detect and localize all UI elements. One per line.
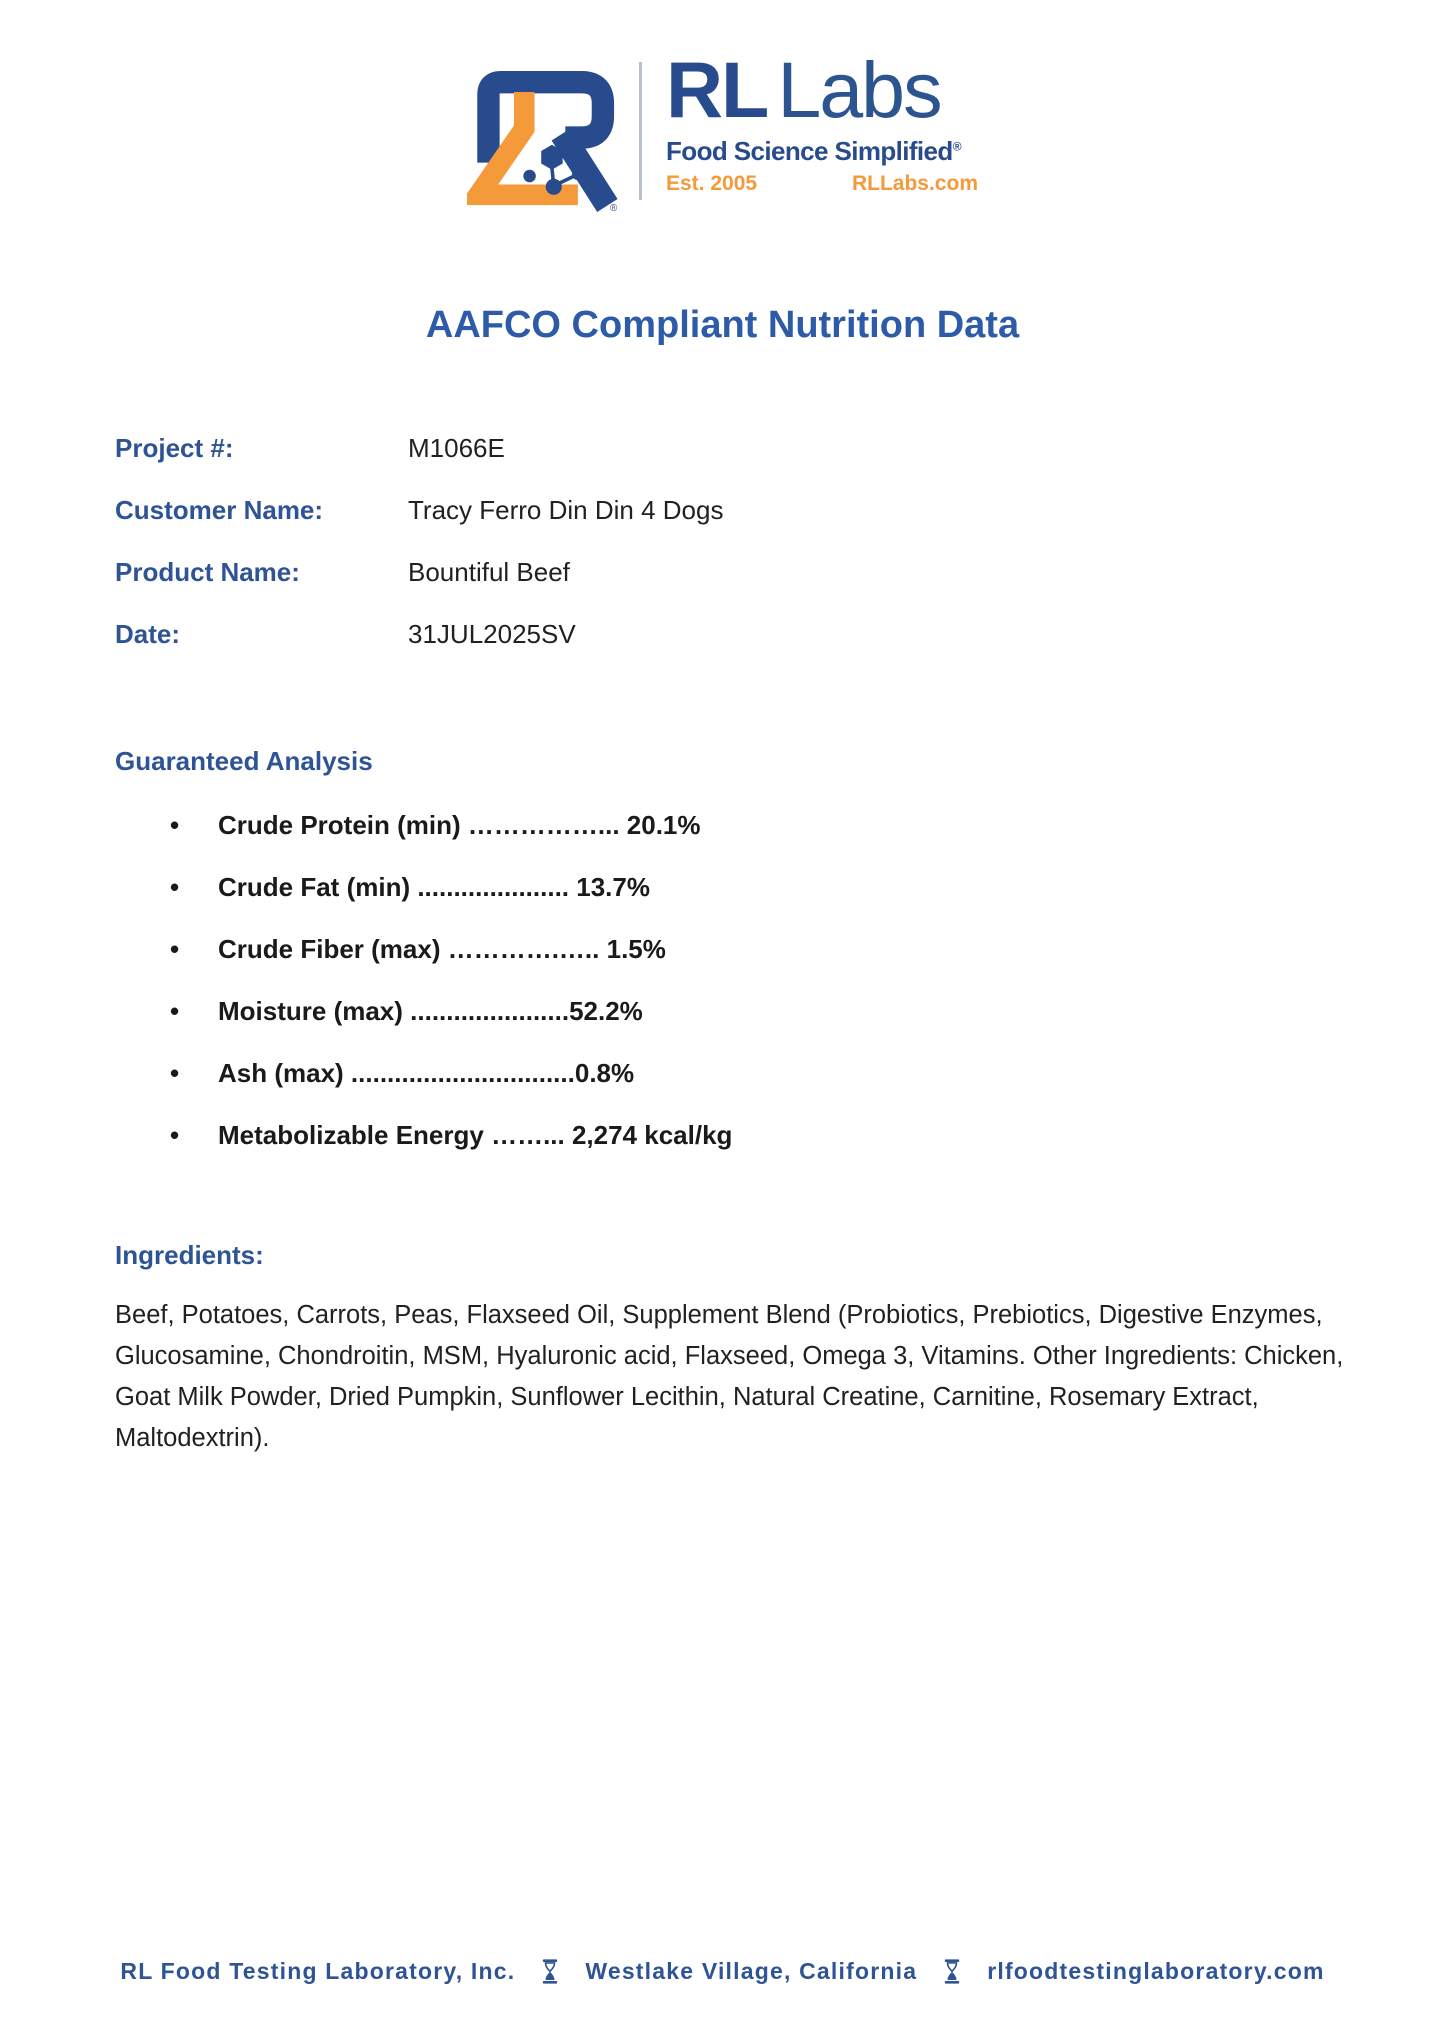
- brand-rl: RL: [666, 45, 768, 134]
- guaranteed-analysis-heading: Guaranteed Analysis: [115, 746, 373, 776]
- footer-website: rlfoodtestinglaboratory.com: [987, 1958, 1325, 1984]
- logo-divider: [639, 62, 642, 200]
- project-number-value: M1066E: [408, 433, 505, 463]
- ga-item-crude-protein: • Crude Protein (min) ……………... 20.1%: [115, 812, 732, 838]
- date-value: 31JUL2025SV: [408, 619, 576, 649]
- rl-labs-logo: [0, 45, 1445, 216]
- footer-company: RL Food Testing Laboratory, Inc.: [120, 1958, 516, 1984]
- ga-item-moisture: • Moisture (max) ......................52.2%: [115, 998, 732, 1024]
- hourglass-icon: [541, 1958, 559, 1985]
- info-row-product-name: [115, 557, 723, 587]
- tagline-text: Food Science Simplified: [666, 136, 953, 167]
- guaranteed-analysis-section: [115, 748, 732, 1184]
- brand-wordmark: [666, 45, 978, 134]
- brand-website: RLLabs.com: [851, 172, 978, 196]
- guaranteed-analysis-list: [115, 812, 732, 1148]
- customer-name-label: Customer Name:: [115, 495, 324, 525]
- product-name-value: Bountiful Beef: [408, 557, 570, 587]
- brand-meta-row: [666, 172, 978, 196]
- date-label: Date:: [115, 619, 181, 649]
- flask-r-logo-icon: [467, 52, 619, 216]
- customer-name-value: Tracy Ferro Din Din 4 Dogs: [408, 495, 724, 525]
- ga-item-crude-fat: • Crude Fat (min) ..................... 13.7%: [115, 874, 732, 900]
- ga-item-ash: • Ash (max) ...............................0.8%: [115, 1060, 732, 1086]
- hourglass-icon: [943, 1958, 961, 1985]
- project-number-label: Project #:: [115, 433, 234, 463]
- info-row-date: [115, 619, 723, 649]
- ga-item-metabolizable-energy: • Metabolizable Energy ……... 2,274 kcal/kg: [115, 1122, 732, 1148]
- info-row-customer-name: [115, 495, 724, 525]
- tagline-registered-mark: ®: [952, 139, 961, 154]
- page-footer: [0, 1958, 1445, 1985]
- logo-registered-mark: ®: [610, 202, 618, 214]
- ingredients-section: [115, 1240, 1360, 1459]
- project-info-section: [115, 433, 723, 681]
- footer-location: Westlake Village, California: [585, 1958, 918, 1984]
- product-name-label: Product Name:: [115, 557, 300, 587]
- ingredients-heading: Ingredients:: [115, 1240, 264, 1270]
- ga-item-crude-fiber: • Crude Fiber (max) ………….….. 1.5%: [115, 936, 732, 962]
- info-row-project-number: [115, 433, 723, 463]
- ingredients-text: Beef, Potatoes, Carrots, Peas, Flaxseed Oil, Supplement Blend (Probiotics, Prebiotics, Digestive Enzymes, Glucosamine, Chondroitin, MSM, Hyaluronic acid, Flaxseed, Omega 3, Vitamins. Other Ingredients: Chicken, Goat Milk Powder, Dried Pumpkin, Sunflower Lecithin, Natural Creatine, Carnitine, Rosemary Extract, Maltodextrin).: [115, 1301, 1344, 1452]
- brand-tagline: [666, 136, 978, 167]
- page-title: AAFCO Compliant Nutrition Data: [425, 304, 1020, 346]
- brand-labs: Labs: [777, 45, 941, 134]
- logo-text-block: [666, 45, 978, 196]
- established-text: Est. 2005: [666, 172, 758, 196]
